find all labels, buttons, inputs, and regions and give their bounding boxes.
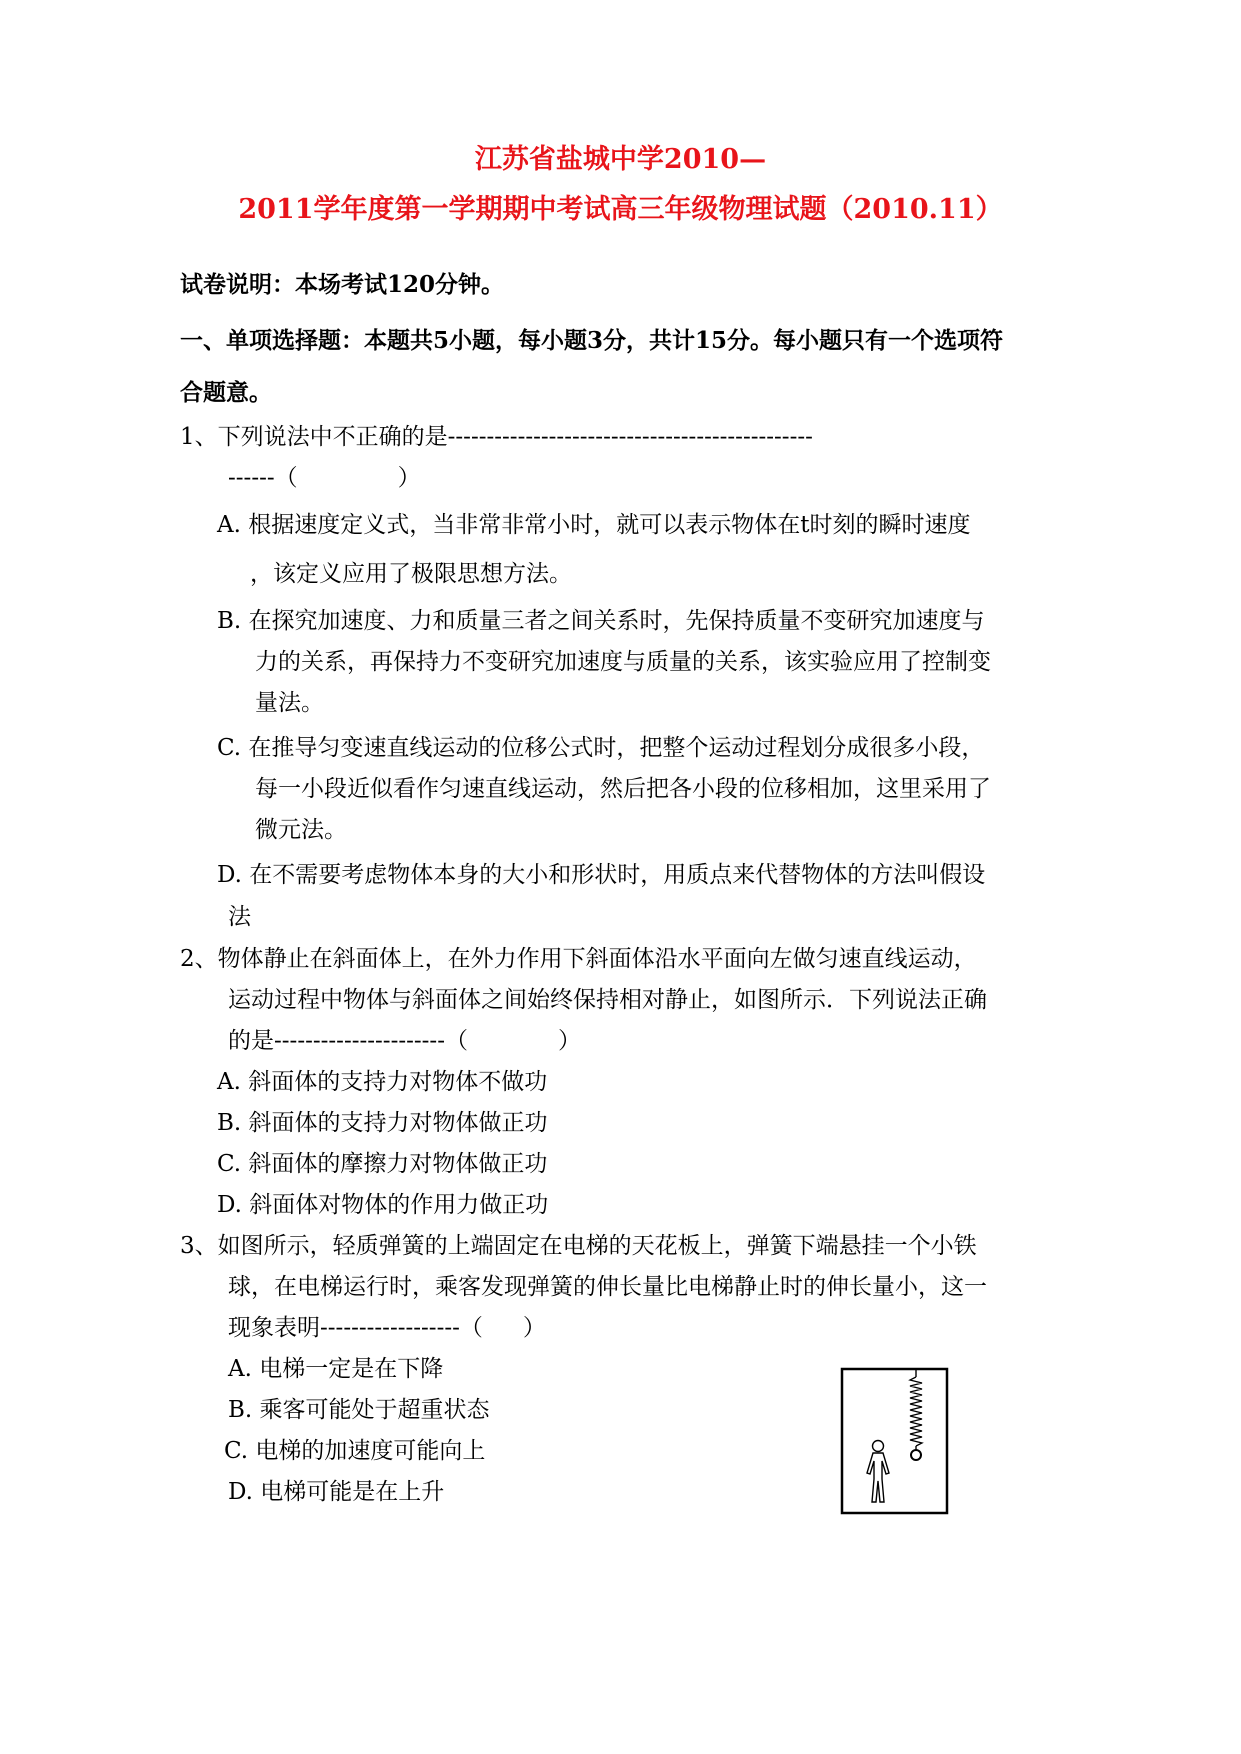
- section1-heading-line-1: 一、单项选择题：本题共5小题，每小题3分，共计15分。每小题只有一个选项符: [180, 327, 1004, 354]
- q1-option-a-line-2: ，该定义应用了极限思想方法。: [250, 561, 572, 587]
- q3-option-b: B. 乘客可能处于超重状态: [228, 1397, 490, 1423]
- section1-heading-line-2: 合题意。: [180, 379, 272, 406]
- q1-option-b-line-2: 力的关系，再保持力不变研究加速度与质量的关系，该实验应用了控制变: [255, 649, 991, 675]
- q2-option-b: B. 斜面体的支持力对物体做正功: [217, 1110, 548, 1136]
- q3-stem-line-3: [228, 1312, 546, 1344]
- q3-stem-line-1: 3、如图所示，轻质弹簧的上端固定在电梯的天花板上，弹簧下端悬挂一个小铁: [180, 1233, 977, 1259]
- q3-stem-dashes: 现象表明------------------（: [228, 1315, 483, 1341]
- q1-option-c-line-2: 每一小段近似看作匀速直线运动，然后把各小段的位移相加，这里采用了: [255, 776, 991, 802]
- q1-option-d-line-1: D. 在不需要考虑物体本身的大小和形状时，用质点来代替物体的方法叫假设: [217, 862, 986, 888]
- spring-icon: [910, 1370, 922, 1450]
- q1-option-a-line-1: A. 根据速度定义式，当非常非常小时，就可以表示物体在t时刻的瞬时速度: [217, 512, 971, 538]
- q1-option-b-line-3: 量法。: [255, 690, 324, 716]
- q2-stem-line-2: 运动过程中物体与斜面体之间始终保持相对静止，如图所示．下列说法正确: [228, 987, 987, 1013]
- q2-stem-line-3: [228, 1025, 581, 1057]
- q2-answer-paren-close: ）: [557, 1028, 581, 1054]
- q1-option-d-line-2: 法: [228, 904, 251, 930]
- q2-option-d: D. 斜面体对物体的作用力做正功: [217, 1192, 549, 1218]
- q3-answer-paren-close: ）: [522, 1315, 546, 1341]
- q2-stem-line-1: 2、物体静止在斜面体上，在外力作用下斜面体沿水平面向左做匀速直线运动，: [180, 946, 977, 972]
- q1-answer-paren-close: ）: [397, 465, 421, 491]
- q1-stem-line-1: 1、下列说法中不正确的是-----------------------------------------------: [180, 424, 813, 450]
- elevator-figure: [840, 1367, 950, 1517]
- title-line-1: 江苏省盐城中学2010—: [474, 144, 767, 175]
- title-line-2: 2011学年度第一学期期中考试高三年级物理试题（2010.11）: [238, 194, 1003, 225]
- q3-stem-line-2: 球，在电梯运行时，乘客发现弹簧的伸长量比电梯静止时的伸长量小，这一: [228, 1274, 987, 1300]
- q1-option-c-line-3: 微元法。: [255, 817, 347, 843]
- q2-stem-dashes: 的是----------------------（: [228, 1028, 468, 1054]
- exam-note: 试卷说明：本场考试120分钟。: [180, 271, 505, 298]
- q1-stem-line-2: [228, 462, 421, 494]
- q1-option-c-line-1: C. 在推导匀变速直线运动的位移公式时，把整个运动过程划分成很多小段，: [217, 735, 985, 761]
- iron-ball-icon: [911, 1450, 921, 1460]
- q3-option-d: D. 电梯可能是在上升: [228, 1479, 445, 1505]
- q3-option-c: C. 电梯的加速度可能向上: [224, 1438, 486, 1464]
- q2-option-a: A. 斜面体的支持力对物体不做功: [217, 1069, 548, 1095]
- q2-option-c: C. 斜面体的摩擦力对物体做正功: [217, 1151, 548, 1177]
- elevator-frame: [842, 1369, 947, 1513]
- q1-stem-dashes: ------（: [228, 465, 298, 491]
- q1-option-b-line-1: B. 在探究加速度、力和质量三者之间关系时，先保持质量不变研究加速度与: [217, 608, 985, 634]
- passenger-icon: [867, 1441, 889, 1503]
- q3-option-a: A. 电梯一定是在下降: [228, 1356, 444, 1382]
